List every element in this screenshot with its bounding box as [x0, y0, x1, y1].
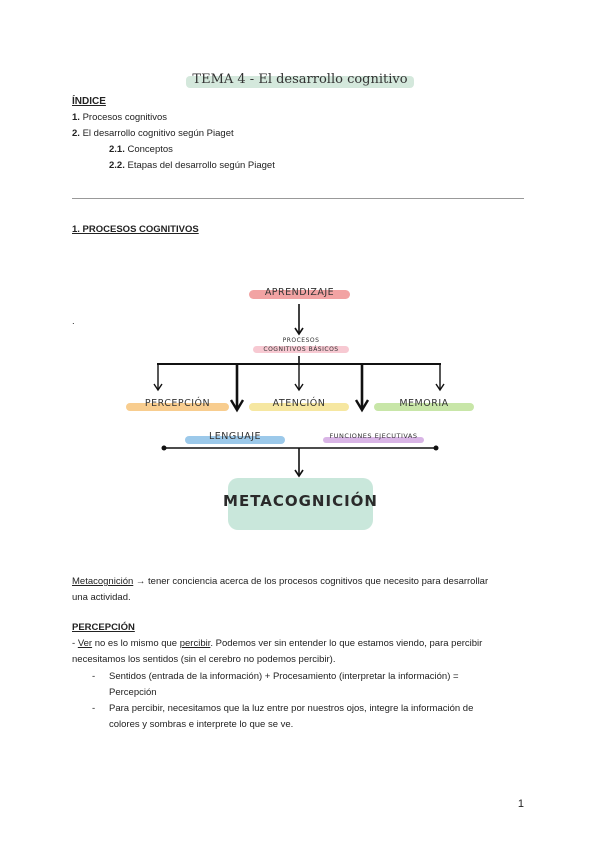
bullet-2-line2: colores y sombras e interprete lo que se ve.: [109, 719, 294, 730]
bullet-1-line2: Percepción: [109, 687, 157, 698]
node-procesos: [244, 336, 358, 354]
metacog-text: tener conciencia acerca de los procesos cognitivos que necesito para desarrollar: [148, 576, 489, 587]
index-item-text: Procesos cognitivos: [79, 112, 168, 123]
node-metacognicion: METACOGNICIÓN: [223, 492, 378, 510]
bar-end-dot-right: [434, 446, 439, 451]
node-memoria: MEMORIA: [399, 398, 449, 409]
index-item-num: 2.2.: [109, 160, 125, 171]
page-number: 1: [517, 798, 524, 810]
node-percepcion: PERCEPCIÓN: [144, 398, 211, 409]
index-item-num: 2.1.: [109, 144, 125, 155]
term-percibir: percibir: [179, 638, 211, 649]
index-heading: ÍNDICE: [72, 96, 106, 107]
metacog-def-line1: [72, 576, 488, 587]
node-procesos-line1: PROCESOS: [282, 337, 320, 344]
percepcion-p1-line2: necesitamos los sentidos (sin el cerebro no podemos percibir).: [72, 654, 336, 665]
page-title-text: TEMA 4 - El desarrollo cognitivo: [192, 72, 408, 87]
node-aprendizaje: APRENDIZAJE: [264, 287, 335, 298]
index-item-text: El desarrollo cognitivo según Piaget: [79, 128, 234, 139]
metacog-def-line2: una actividad.: [72, 592, 131, 603]
metacog-arrow: →: [133, 576, 149, 587]
metacog-term: Metacognición: [72, 576, 134, 587]
percepcion-heading: PERCEPCIÓN: [72, 622, 135, 633]
node-atencion: ATENCIÓN: [272, 398, 326, 409]
bullet-dash: -: [92, 671, 96, 682]
node-procesos-line2: COGNITIVOS BÁSICOS: [263, 346, 339, 353]
percepcion-mid: no es lo mismo que: [92, 638, 180, 649]
percepcion-dash: -: [72, 638, 78, 649]
stray-dot: .: [72, 316, 75, 327]
bullet-2-line1: Para percibir, necesitamos que la luz entre por nuestros ojos, integre la información de: [109, 703, 474, 714]
index-item-num: 1.: [72, 112, 80, 123]
index-item-num: 2.: [72, 128, 80, 139]
node-funciones: FUNCIONES EJECUTIVAS: [329, 432, 418, 440]
bullet-dash: -: [92, 703, 96, 714]
index-item-text: Etapas del desarrollo según Piaget: [124, 160, 275, 171]
bar-end-dot-left: [162, 446, 167, 451]
bullet-1-line1: Sentidos (entrada de la información) + Procesamiento (interpretar la información) =: [109, 671, 459, 682]
term-ver: Ver: [77, 638, 93, 649]
index-item-text: Conceptos: [124, 144, 173, 155]
percepcion-rest: . Podemos ver sin entender lo que estamos viendo, para percibir: [210, 638, 483, 649]
node-lenguaje: LENGUAJE: [208, 431, 262, 442]
section1-heading: 1. PROCESOS COGNITIVOS: [72, 224, 199, 235]
percepcion-p1-line1: [72, 638, 482, 649]
